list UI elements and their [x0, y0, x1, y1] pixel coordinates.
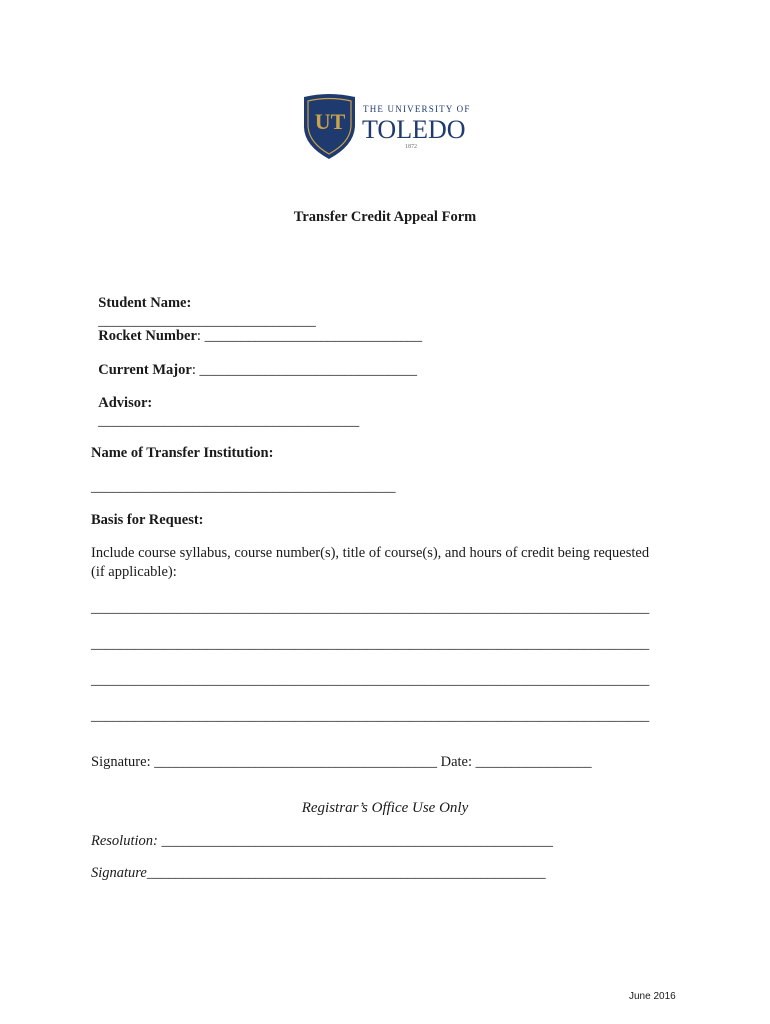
form-title: Transfer Credit Appeal Form — [293, 209, 477, 225]
current-major-blank[interactable]: : ______________________________ — [191, 362, 417, 378]
request-line[interactable]: _____________________________________________________________________________ — [91, 672, 650, 688]
rocket-number-field[interactable] — [91, 309, 422, 345]
institution-label: Name of Transfer Institution: — [91, 445, 274, 461]
current-major-label: Current Major — [98, 362, 192, 378]
student-name-label: Student Name: — [98, 295, 192, 311]
student-name-blank[interactable]: ______________________________ — [98, 313, 316, 329]
rocket-number-label: Rocket Number — [98, 328, 197, 344]
basis-label: Basis for Request: — [91, 512, 204, 528]
university-logo — [301, 93, 471, 161]
instructions-line2: (if applicable): — [91, 564, 177, 580]
advisor-label: Advisor: — [98, 395, 153, 411]
advisor-blank[interactable]: ____________________________________ — [98, 413, 360, 429]
logo-monogram: UT — [314, 109, 346, 134]
request-line[interactable]: _____________________________________________________________________________ — [91, 636, 650, 652]
advisor-field[interactable] — [91, 376, 359, 430]
logo-line2: TOLEDO — [362, 115, 466, 144]
resolution-line[interactable]: Resolution: ______________________________________________________ — [91, 833, 553, 849]
signature-date-row[interactable]: Signature: _______________________________________ Date: ________________ — [91, 754, 592, 770]
registrar-heading: Registrar’s Office Use Only — [301, 800, 469, 816]
current-major-field[interactable] — [91, 343, 417, 379]
institution-blank[interactable]: __________________________________________ — [91, 479, 396, 495]
rocket-number-blank[interactable]: : ______________________________ — [196, 328, 423, 344]
logo-line1: THE UNIVERSITY OF — [363, 104, 471, 114]
logo-year: 1872 — [405, 144, 417, 150]
footer-date: June 2016 — [629, 991, 676, 1002]
registrar-signature-line[interactable]: Signature_______________________________________________________ — [91, 865, 546, 881]
request-line[interactable]: _____________________________________________________________________________ — [91, 708, 650, 724]
request-line[interactable]: _____________________________________________________________________________ — [91, 600, 650, 616]
instructions-line1: Include course syllabus, course number(s), title of course(s), and hours of credit being requested — [91, 545, 650, 561]
